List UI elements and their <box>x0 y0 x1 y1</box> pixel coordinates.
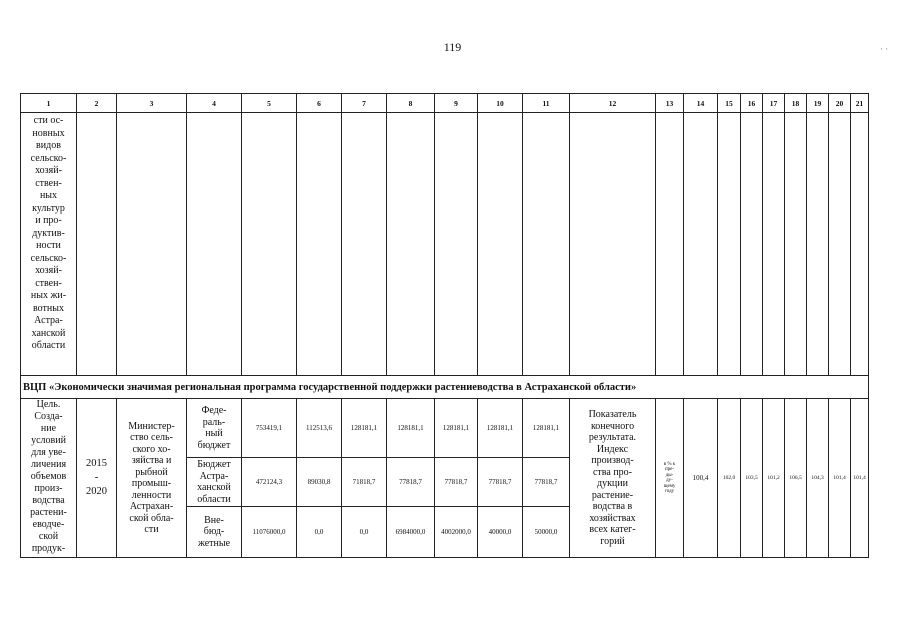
header-cell: 13 <box>656 94 684 113</box>
funding-value: 128181,1 <box>342 399 387 458</box>
empty-cell <box>741 113 763 376</box>
indicator-value: 101,2 <box>763 399 785 558</box>
ministry-cell: Министер- ство сель- ского хо- зяйства и рыбной промыш- ленности Астрахан- ской обла- сти <box>117 399 187 558</box>
continuation-row <box>21 113 869 376</box>
funding-source: Вне- бюд- жетные <box>187 507 242 558</box>
funding-value: 112513,6 <box>297 399 342 458</box>
empty-cell <box>435 113 478 376</box>
header-cell: 1 <box>21 94 77 113</box>
funding-value: 77818,7 <box>435 458 478 507</box>
header-cell: 3 <box>117 94 187 113</box>
header-cell: 20 <box>829 94 851 113</box>
indicator-value: 106,5 <box>785 399 807 558</box>
header-cell: 17 <box>763 94 785 113</box>
empty-cell <box>342 113 387 376</box>
indicator-value: 102,0 <box>718 399 741 558</box>
header-cell: 15 <box>718 94 741 113</box>
header-cell: 14 <box>684 94 718 113</box>
empty-cell <box>523 113 570 376</box>
funding-row-federal <box>21 399 869 458</box>
funding-value: 11076000,0 <box>242 507 297 558</box>
empty-cell <box>478 113 523 376</box>
period-cell: 2015 - 2020 <box>77 399 117 558</box>
header-cell: 11 <box>523 94 570 113</box>
indicator-value: 101,4 <box>851 399 869 558</box>
header-cell: 5 <box>242 94 297 113</box>
funding-value: 0,0 <box>297 507 342 558</box>
header-cell: 2 <box>77 94 117 113</box>
header-cell: 19 <box>807 94 829 113</box>
funding-source: Феде- раль- ный бюджет <box>187 399 242 458</box>
empty-cell <box>763 113 785 376</box>
funding-value: 77818,7 <box>387 458 435 507</box>
funding-value: 128181,1 <box>478 399 523 458</box>
program-title: ВЦП «Экономически значимая региональная программа государственной поддержки растениеводства в Астраханской области» <box>21 376 869 399</box>
funding-value: 4002000,0 <box>435 507 478 558</box>
empty-cell <box>77 113 117 376</box>
funding-value: 40000,0 <box>478 507 523 558</box>
header-cell: 10 <box>478 94 523 113</box>
funding-value: 89030,8 <box>297 458 342 507</box>
funding-value: 128181,1 <box>523 399 570 458</box>
header-cell: 6 <box>297 94 342 113</box>
empty-cell <box>297 113 342 376</box>
unit-cell: в % к пре- ды- ду- щему году <box>656 399 684 558</box>
program-table <box>20 93 869 558</box>
indicator-value: 104,3 <box>807 399 829 558</box>
empty-cell <box>684 113 718 376</box>
funding-value: 128181,1 <box>387 399 435 458</box>
header-cell: 9 <box>435 94 478 113</box>
funding-value: 128181,1 <box>435 399 478 458</box>
header-cell: 4 <box>187 94 242 113</box>
empty-cell <box>242 113 297 376</box>
empty-cell <box>807 113 829 376</box>
header-cell: 8 <box>387 94 435 113</box>
indicator-value: 101,4 <box>829 399 851 558</box>
corner-mark: · · <box>880 44 889 54</box>
continuation-text: сти ос- новных видов сельско- хозяй- ствен- ных культур и про- дуктив- ности сельско- хозяй- ствен- ных жи- вотных Астра- ханской области <box>21 113 77 376</box>
empty-cell <box>387 113 435 376</box>
funding-value: 753419,1 <box>242 399 297 458</box>
header-row <box>21 94 869 113</box>
funding-value: 77818,7 <box>523 458 570 507</box>
empty-cell <box>718 113 741 376</box>
empty-cell <box>851 113 869 376</box>
empty-cell <box>187 113 242 376</box>
header-cell: 21 <box>851 94 869 113</box>
header-cell: 12 <box>570 94 656 113</box>
funding-value: 71818,7 <box>342 458 387 507</box>
funding-source: Бюджет Астра- ханской области <box>187 458 242 507</box>
goal-cell: Цель. Созда- ние условий для уве- личения объемов произ- водства растени- еводче- ской продук- <box>21 399 77 558</box>
funding-value: 0,0 <box>342 507 387 558</box>
funding-value: 50000,0 <box>523 507 570 558</box>
empty-cell <box>117 113 187 376</box>
empty-cell <box>656 113 684 376</box>
header-cell: 18 <box>785 94 807 113</box>
indicator-value: 100,4 <box>684 399 718 558</box>
empty-cell <box>829 113 851 376</box>
header-cell: 7 <box>342 94 387 113</box>
program-title-row <box>21 376 869 399</box>
header-cell: 16 <box>741 94 763 113</box>
empty-cell <box>785 113 807 376</box>
indicator-cell: Показатель конечного результата. Индекс производ- ства про- дукции растение- водства в хозяйствах всех катег- горий <box>570 399 656 558</box>
empty-cell <box>570 113 656 376</box>
funding-value: 472124,3 <box>242 458 297 507</box>
page-number: 119 <box>443 40 462 54</box>
funding-value: 77818,7 <box>478 458 523 507</box>
indicator-value: 103,5 <box>741 399 763 558</box>
funding-value: 6984000,0 <box>387 507 435 558</box>
